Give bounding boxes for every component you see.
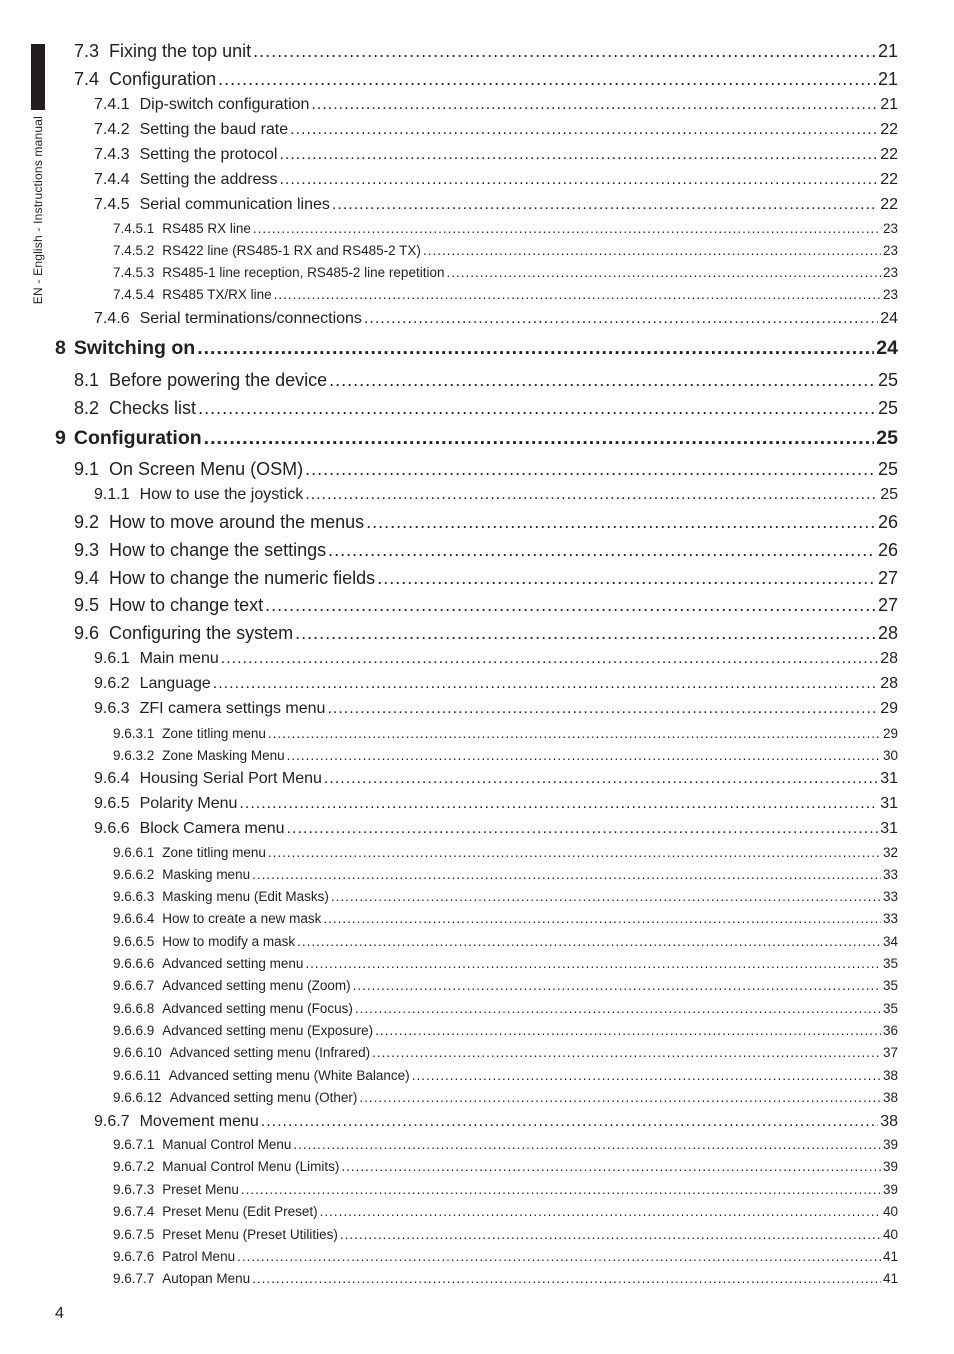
toc-entry[interactable] bbox=[113, 1249, 898, 1264]
toc-entry-title: Preset Menu bbox=[162, 1182, 239, 1197]
toc-entry-page: 32 bbox=[882, 845, 898, 860]
toc-entry-number: 9.6.6.11 bbox=[113, 1068, 161, 1083]
toc-dot-leader bbox=[287, 748, 881, 763]
toc-entry-title: Zone titling menu bbox=[162, 726, 266, 741]
toc-entry-page: 21 bbox=[877, 69, 898, 89]
toc-entry-page: 33 bbox=[882, 889, 898, 904]
toc-entry-number: 9.6.7.2 bbox=[113, 1159, 155, 1174]
toc-entry-page: 23 bbox=[882, 265, 898, 280]
toc-entry[interactable] bbox=[94, 1113, 898, 1131]
toc-dot-leader bbox=[252, 867, 881, 882]
toc-dot-leader bbox=[375, 1023, 881, 1038]
toc-entry[interactable] bbox=[113, 1271, 898, 1286]
toc-entry-title: How to change the settings bbox=[109, 540, 327, 560]
toc-entry-number: 7.4.1 bbox=[94, 96, 130, 113]
toc-entry[interactable] bbox=[113, 265, 898, 280]
toc-entry-title: Block Camera menu bbox=[139, 820, 285, 837]
toc-entry[interactable] bbox=[94, 675, 898, 693]
toc-entry-number: 9.6.6.10 bbox=[113, 1045, 162, 1060]
toc-entry[interactable] bbox=[113, 1204, 898, 1219]
toc-entry-page: 22 bbox=[880, 121, 898, 138]
toc-dot-leader bbox=[239, 795, 878, 813]
toc-entry[interactable] bbox=[94, 820, 898, 838]
toc-entry-title: Fixing the top unit bbox=[109, 41, 252, 61]
toc-entry-title: ZFI camera settings menu bbox=[139, 700, 326, 717]
toc-entry-number: 7.4.6 bbox=[94, 310, 130, 327]
toc-entry-title: Dip-switch configuration bbox=[139, 96, 310, 113]
toc-dot-leader bbox=[237, 1249, 881, 1264]
toc-entry-page: 34 bbox=[882, 934, 898, 949]
toc-entry-title: How to change the numeric fields bbox=[109, 568, 376, 588]
toc-entry[interactable] bbox=[74, 459, 898, 480]
toc-entry[interactable] bbox=[113, 1159, 898, 1174]
toc-dot-leader bbox=[297, 934, 881, 949]
toc-entry[interactable] bbox=[94, 146, 898, 164]
toc-entry-number: 9.6.6.1 bbox=[113, 845, 155, 860]
toc-entry-number: 9.4 bbox=[74, 568, 100, 588]
toc-entry-title: Manual Control Menu (Limits) bbox=[162, 1159, 340, 1174]
toc-dot-leader bbox=[327, 700, 878, 718]
toc-entry-page: 29 bbox=[880, 700, 898, 717]
toc-entry-title: Before powering the device bbox=[109, 370, 328, 390]
toc-entry[interactable] bbox=[113, 978, 898, 993]
toc-dot-leader bbox=[253, 41, 876, 62]
toc-entry[interactable] bbox=[94, 196, 898, 214]
toc-entry-title: Patrol Menu bbox=[162, 1249, 236, 1264]
toc-entry[interactable] bbox=[113, 956, 898, 971]
toc-entry-page: 35 bbox=[882, 956, 898, 971]
toc-entry[interactable] bbox=[74, 69, 898, 90]
toc-entry-title: Polarity Menu bbox=[139, 795, 238, 812]
toc-entry-number: 9.1.1 bbox=[94, 486, 130, 503]
toc-entry-title: Masking menu bbox=[162, 867, 251, 882]
toc-dot-leader bbox=[268, 845, 881, 860]
toc-entry-page: 35 bbox=[882, 978, 898, 993]
toc-entry-page: 41 bbox=[882, 1249, 898, 1264]
toc-entry-title: RS485 TX/RX line bbox=[162, 287, 272, 302]
toc-entry-title: Configuration bbox=[109, 69, 217, 89]
toc-entry-title: Advanced setting menu (Zoom) bbox=[162, 978, 351, 993]
toc-dot-leader bbox=[198, 398, 876, 419]
toc-entry-number: 9.2 bbox=[74, 512, 100, 532]
toc-dot-leader bbox=[353, 978, 881, 993]
toc-entry-number: 9.3 bbox=[74, 540, 100, 560]
toc-entry[interactable] bbox=[94, 795, 898, 813]
toc-entry-page: 35 bbox=[882, 1001, 898, 1016]
toc-entry[interactable] bbox=[113, 889, 898, 904]
toc-dot-leader bbox=[372, 1045, 881, 1060]
toc-entry[interactable] bbox=[113, 726, 898, 741]
toc-entry[interactable] bbox=[113, 1137, 898, 1152]
toc-entry-title: Manual Control Menu bbox=[162, 1137, 292, 1152]
toc-dot-leader bbox=[377, 568, 876, 589]
toc-entry[interactable] bbox=[94, 121, 898, 139]
toc-entry-page: 36 bbox=[882, 1023, 898, 1038]
toc-entry-title: Advanced setting menu (White Balance) bbox=[168, 1068, 410, 1083]
toc-entry[interactable] bbox=[113, 845, 898, 860]
toc-entry-number: 9.6.6.7 bbox=[113, 978, 155, 993]
toc-dot-leader bbox=[279, 171, 878, 189]
toc-entry-number: 7.4.5.1 bbox=[113, 221, 155, 236]
toc-entry-number: 9.6.5 bbox=[94, 795, 130, 812]
toc-entry-number: 7.4.3 bbox=[94, 146, 130, 163]
toc-entry-title: Setting the baud rate bbox=[139, 121, 289, 138]
toc-dot-leader bbox=[204, 427, 875, 450]
toc-entry[interactable] bbox=[113, 1001, 898, 1016]
toc-dot-leader bbox=[305, 459, 876, 480]
toc-entry-title: How to use the joystick bbox=[139, 486, 304, 503]
toc-entry-number: 7.4.5 bbox=[94, 196, 130, 213]
toc-entry-number: 8.1 bbox=[74, 370, 100, 390]
toc-entry-title: Main menu bbox=[139, 650, 219, 667]
toc-entry-title: How to create a new mask bbox=[162, 911, 322, 926]
toc-dot-leader bbox=[261, 1113, 878, 1131]
toc-entry-number: 9.6.7.3 bbox=[113, 1182, 155, 1197]
toc-dot-leader bbox=[253, 221, 881, 236]
toc-entry[interactable] bbox=[113, 1090, 898, 1105]
toc-entry[interactable] bbox=[113, 1023, 898, 1038]
toc-entry-page: 31 bbox=[880, 770, 898, 787]
toc-dot-leader bbox=[331, 889, 881, 904]
toc-dot-leader bbox=[274, 287, 881, 302]
toc-dot-leader bbox=[341, 1159, 881, 1174]
toc-entry-page: 30 bbox=[882, 748, 898, 763]
toc-entry-number: 9.6.7.1 bbox=[113, 1137, 155, 1152]
toc-entry-number: 9.6.6 bbox=[94, 820, 130, 837]
toc-entry-page: 24 bbox=[876, 337, 898, 359]
toc-entry-page: 41 bbox=[882, 1271, 898, 1286]
toc-entry-number: 7.4.5.2 bbox=[113, 243, 155, 258]
toc-dot-leader bbox=[265, 595, 876, 616]
toc-entry-number: 7.3 bbox=[74, 41, 100, 61]
toc-dot-leader bbox=[295, 623, 876, 644]
toc-entry-number: 9.6.4 bbox=[94, 770, 130, 787]
toc-entry-page: 25 bbox=[877, 370, 898, 390]
toc-entry-page: 22 bbox=[880, 196, 898, 213]
toc-entry-title: RS485-1 line reception, RS485-2 line repetition bbox=[162, 265, 445, 280]
toc-entry-title: Masking menu (Edit Masks) bbox=[162, 889, 329, 904]
toc-entry-number: 8 bbox=[55, 337, 66, 359]
toc-entry-page: 31 bbox=[880, 795, 898, 812]
toc-dot-leader bbox=[241, 1182, 881, 1197]
toc-entry-title: How to move around the menus bbox=[109, 512, 365, 532]
toc-dot-leader bbox=[279, 146, 878, 164]
toc-entry[interactable] bbox=[113, 911, 898, 926]
toc-entry-number: 9.6.6.6 bbox=[113, 956, 155, 971]
toc-dot-leader bbox=[323, 911, 881, 926]
toc-dot-leader bbox=[423, 243, 881, 258]
toc-entry-page: 38 bbox=[880, 1113, 898, 1130]
toc-entry[interactable] bbox=[94, 96, 898, 114]
toc-dot-leader bbox=[218, 69, 876, 90]
toc-dot-leader bbox=[446, 265, 881, 280]
toc-entry[interactable] bbox=[55, 337, 898, 360]
toc-entry[interactable] bbox=[74, 623, 898, 644]
toc-dot-leader bbox=[305, 486, 878, 504]
toc-entry-title: Advanced setting menu (Exposure) bbox=[162, 1023, 374, 1038]
toc-entry-title: Serial terminations/connections bbox=[139, 310, 362, 327]
toc-entry-page: 27 bbox=[877, 568, 898, 588]
toc-entry-title: RS485 RX line bbox=[162, 221, 251, 236]
toc-entry[interactable] bbox=[94, 650, 898, 668]
toc-entry-page: 28 bbox=[877, 623, 898, 643]
toc-entry-title: Configuration bbox=[73, 427, 202, 449]
toc-entry[interactable] bbox=[94, 171, 898, 189]
toc-entry[interactable] bbox=[113, 1227, 898, 1242]
toc-entry-page: 28 bbox=[880, 650, 898, 667]
toc-entry-page: 23 bbox=[882, 287, 898, 302]
toc-entry-title: Advanced setting menu (Other) bbox=[169, 1090, 358, 1105]
toc-entry-number: 9.6.6.12 bbox=[113, 1090, 162, 1105]
toc-entry-number: 9.6.6.2 bbox=[113, 867, 155, 882]
toc-entry[interactable] bbox=[113, 1068, 898, 1083]
toc-entry[interactable] bbox=[74, 398, 898, 419]
toc-entry-title: Autopan Menu bbox=[162, 1271, 251, 1286]
toc-entry-title: Setting the address bbox=[139, 171, 278, 188]
toc-entry-title: Movement menu bbox=[139, 1113, 259, 1130]
toc-entry[interactable] bbox=[74, 540, 898, 561]
toc-entry-title: How to modify a mask bbox=[162, 934, 296, 949]
toc-entry-page: 25 bbox=[876, 427, 898, 449]
toc-dot-leader bbox=[293, 1137, 881, 1152]
toc-entry-page: 40 bbox=[882, 1204, 898, 1219]
toc-entry-title: Switching on bbox=[73, 337, 196, 359]
toc-dot-leader bbox=[355, 1001, 881, 1016]
toc-entry[interactable] bbox=[74, 41, 898, 62]
toc-entry-page: 28 bbox=[880, 675, 898, 692]
toc-entry[interactable] bbox=[74, 370, 898, 391]
toc-entry[interactable] bbox=[113, 221, 898, 236]
toc-entry-title: Setting the protocol bbox=[139, 146, 278, 163]
toc-dot-leader bbox=[340, 1227, 881, 1242]
toc-entry[interactable] bbox=[74, 568, 898, 589]
toc-entry-page: 33 bbox=[882, 911, 898, 926]
toc-entry-number: 9.5 bbox=[74, 595, 100, 615]
toc-entry-number: 9.6.6.3 bbox=[113, 889, 155, 904]
toc-entry-number: 9.6.7.6 bbox=[113, 1249, 155, 1264]
toc-entry[interactable] bbox=[74, 595, 898, 616]
toc-entry-page: 26 bbox=[877, 540, 898, 560]
toc-entry[interactable] bbox=[94, 770, 898, 788]
toc-entry-number: 7.4 bbox=[74, 69, 100, 89]
toc-entry-number: 9.6.7.7 bbox=[113, 1271, 155, 1286]
toc-entry-page: 37 bbox=[882, 1045, 898, 1060]
toc-entry[interactable] bbox=[74, 512, 898, 533]
toc-entry[interactable] bbox=[113, 1182, 898, 1197]
toc-entry-page: 25 bbox=[877, 459, 898, 479]
toc-entry-title: Advanced setting menu bbox=[162, 956, 304, 971]
toc-entry-number: 8.2 bbox=[74, 398, 100, 418]
toc-entry-page: 31 bbox=[880, 820, 898, 837]
toc-entry-number: 9.6.1 bbox=[94, 650, 130, 667]
toc-entry-page: 25 bbox=[877, 398, 898, 418]
toc-entry-title: Preset Menu (Edit Preset) bbox=[162, 1204, 318, 1219]
toc-dot-leader bbox=[252, 1271, 881, 1286]
toc-entry-title: Advanced setting menu (Focus) bbox=[162, 1001, 353, 1016]
toc-dot-leader bbox=[305, 956, 881, 971]
toc-entry-number: 9.6.3 bbox=[94, 700, 130, 717]
toc-entry-number: 7.4.5.4 bbox=[113, 287, 155, 302]
toc-entry-page: 38 bbox=[882, 1068, 898, 1083]
toc-entry-page: 29 bbox=[882, 726, 898, 741]
toc-entry-page: 22 bbox=[880, 146, 898, 163]
toc-entry-page: 39 bbox=[882, 1159, 898, 1174]
toc-entry-number: 9.6.6.4 bbox=[113, 911, 155, 926]
toc-entry-title: Housing Serial Port Menu bbox=[139, 770, 322, 787]
toc-entry-number: 7.4.4 bbox=[94, 171, 130, 188]
toc-dot-leader bbox=[328, 540, 876, 561]
toc-entry-title: Checks list bbox=[109, 398, 197, 418]
toc-entry[interactable] bbox=[113, 1045, 898, 1060]
toc-entry-page: 33 bbox=[882, 867, 898, 882]
toc-dot-leader bbox=[268, 726, 881, 741]
toc-entry-title: On Screen Menu (OSM) bbox=[109, 459, 304, 479]
toc-entry[interactable] bbox=[113, 934, 898, 949]
toc-dot-leader bbox=[311, 96, 878, 114]
toc-entry-page: 23 bbox=[882, 221, 898, 236]
toc-entry-number: 9 bbox=[55, 427, 66, 449]
toc-entry-page: 39 bbox=[882, 1137, 898, 1152]
toc-entry-number: 7.4.5.3 bbox=[113, 265, 155, 280]
toc-dot-leader bbox=[412, 1068, 881, 1083]
toc-entry-page: 23 bbox=[882, 243, 898, 258]
toc-entry-page: 25 bbox=[880, 486, 898, 503]
toc-dot-leader bbox=[332, 196, 878, 214]
toc-entry[interactable] bbox=[113, 748, 898, 763]
toc-entry-number: 9.1 bbox=[74, 459, 100, 479]
page-number: 4 bbox=[55, 1305, 64, 1322]
toc-entry-title: Configuring the system bbox=[109, 623, 294, 643]
toc-entry-page: 38 bbox=[882, 1090, 898, 1105]
toc-dot-leader bbox=[221, 650, 878, 668]
toc-entry-number: 9.6.6.8 bbox=[113, 1001, 155, 1016]
toc-entry-page: 21 bbox=[880, 96, 898, 113]
toc-entry-page: 39 bbox=[882, 1182, 898, 1197]
toc-entry-title: Preset Menu (Preset Utilities) bbox=[162, 1227, 338, 1242]
toc-entry-number: 9.6.2 bbox=[94, 675, 130, 692]
toc-entry-title: Zone Masking Menu bbox=[162, 748, 285, 763]
toc-dot-leader bbox=[364, 310, 878, 328]
toc-entry-number: 9.6.6.5 bbox=[113, 934, 155, 949]
toc-entry-number: 9.6.3.1 bbox=[113, 726, 155, 741]
toc-entry-title: How to change text bbox=[109, 595, 264, 615]
toc-entry[interactable] bbox=[113, 243, 898, 258]
toc-entry-page: 24 bbox=[880, 310, 898, 327]
toc-entry-number: 9.6.3.2 bbox=[113, 748, 155, 763]
toc-dot-leader bbox=[197, 337, 874, 360]
toc-entry[interactable] bbox=[113, 867, 898, 882]
toc-entry-title: Advanced setting menu (Infrared) bbox=[169, 1045, 371, 1060]
toc-entry-number: 9.6.7 bbox=[94, 1113, 130, 1130]
toc-entry-page: 26 bbox=[877, 512, 898, 532]
toc-entry-number: 7.4.2 bbox=[94, 121, 130, 138]
side-label-text: EN - English - Instructions manual bbox=[31, 116, 45, 305]
toc-entry[interactable] bbox=[55, 427, 898, 450]
toc-entry[interactable] bbox=[94, 700, 898, 718]
toc-entry-page: 21 bbox=[877, 41, 898, 61]
toc-entry-number: 9.6.7.4 bbox=[113, 1204, 155, 1219]
toc-entry-page: 27 bbox=[877, 595, 898, 615]
toc-entry-title: Zone titling menu bbox=[162, 845, 266, 860]
toc-dot-leader bbox=[290, 121, 878, 139]
toc-entry-title: RS422 line (RS485-1 RX and RS485-2 TX) bbox=[162, 243, 421, 258]
toc-entry-number: 9.6.7.5 bbox=[113, 1227, 155, 1242]
toc-entry[interactable] bbox=[94, 486, 898, 504]
toc-dot-leader bbox=[213, 675, 878, 693]
toc-dot-leader bbox=[329, 370, 876, 391]
toc-entry[interactable] bbox=[94, 310, 898, 328]
toc-dot-leader bbox=[324, 770, 878, 788]
toc-entry-page: 22 bbox=[880, 171, 898, 188]
toc-dot-leader bbox=[366, 512, 876, 533]
toc-dot-leader bbox=[359, 1090, 881, 1105]
toc-entry[interactable] bbox=[113, 287, 898, 302]
toc-dot-leader bbox=[320, 1204, 881, 1219]
toc-entry-page: 40 bbox=[882, 1227, 898, 1242]
toc-entry-title: Serial communication lines bbox=[139, 196, 330, 213]
toc-entry-title: Language bbox=[139, 675, 211, 692]
toc-entry-number: 9.6.6.9 bbox=[113, 1023, 155, 1038]
toc-dot-leader bbox=[287, 820, 879, 838]
toc-entry-number: 9.6 bbox=[74, 623, 100, 643]
